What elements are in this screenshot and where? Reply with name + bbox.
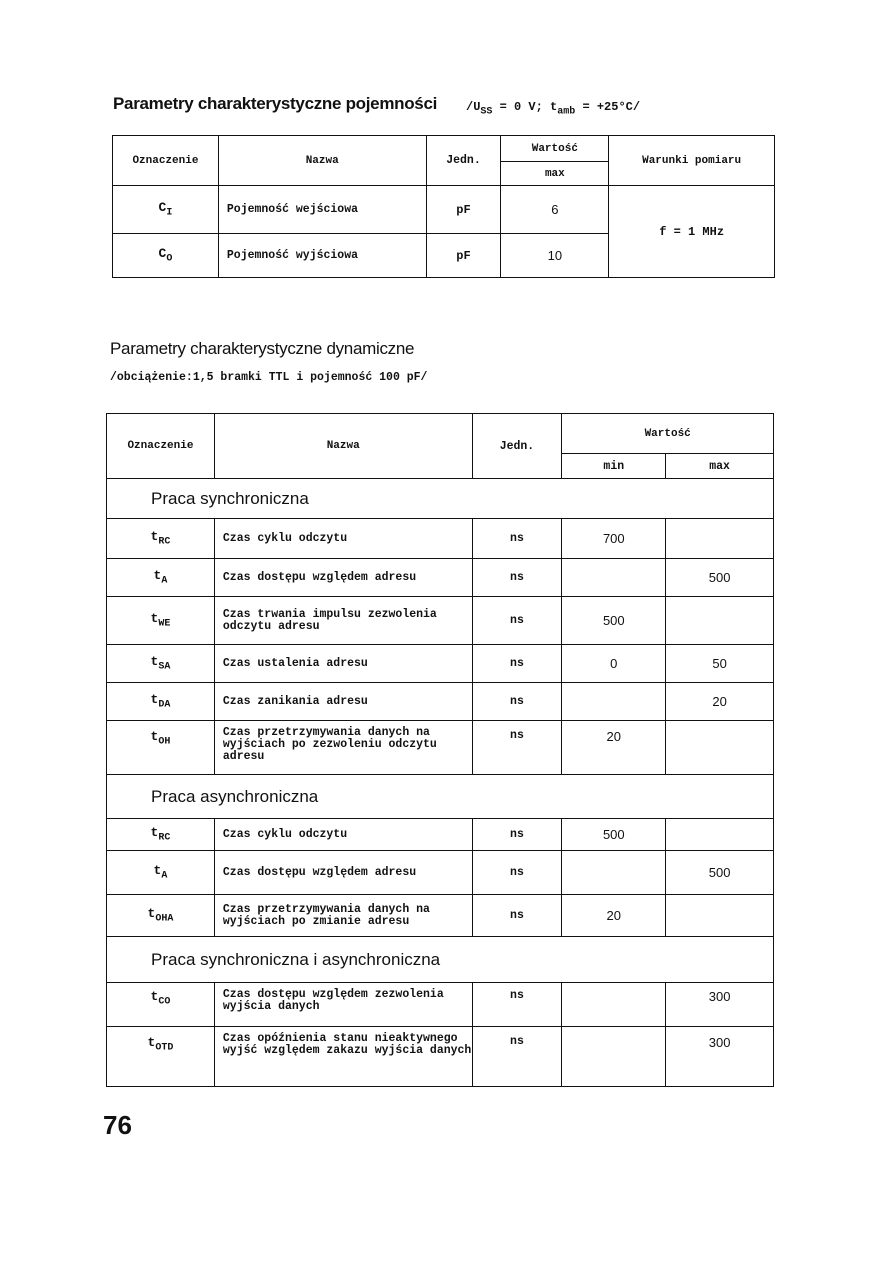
row-min: 0 [562, 645, 666, 683]
row-max: 500 [666, 851, 774, 895]
dynamic-table [106, 413, 774, 1087]
capacitance-table [112, 135, 775, 278]
table-row [107, 819, 774, 851]
capacitance-conditions [466, 100, 640, 117]
row-nazwa: Czas cyklu odczytu [214, 819, 472, 851]
row-nazwa: Czas zanikania adresu [214, 683, 472, 721]
table-row [107, 1027, 774, 1087]
row-min [562, 1027, 666, 1087]
row-jedn: ns [472, 645, 562, 683]
dynamic-title: Parametry charakterystyczne dynamiczne [110, 339, 415, 358]
row-max [666, 721, 774, 775]
cap-row-max: 6 [501, 186, 609, 234]
row-symbol: $t_{OTD}$ [107, 1027, 215, 1087]
cond-suffix: = +25°C/ [575, 100, 641, 114]
cap-header-oznaczenie: Oznaczenie [113, 136, 219, 186]
row-min [562, 983, 666, 1027]
row-nazwa: Czas trwania impulsu zezwolenia odczytu adresu [214, 597, 472, 645]
section-synchroniczna: Praca synchroniczna [107, 479, 774, 519]
section-asynchroniczna: Praca asynchroniczna [107, 775, 774, 819]
row-min: 700 [562, 519, 666, 559]
table-row [107, 851, 774, 895]
table-row [107, 597, 774, 645]
cap-header-nazwa: Nazwa [218, 136, 426, 186]
row-symbol: $t_{OH}$ [107, 721, 215, 775]
row-max: 50 [666, 645, 774, 683]
row-min: 500 [562, 819, 666, 851]
row-max: 300 [666, 983, 774, 1027]
row-jedn: ns [472, 819, 562, 851]
table-row [107, 895, 774, 937]
row-max [666, 895, 774, 937]
row-symbol: $t_{SA}$ [107, 645, 215, 683]
row-nazwa: Czas przetrzymywania danych na wyjściach po zezwoleniu odczytu adresu [214, 721, 472, 775]
capacitance-title: Parametry charakterystyczne pojemności [113, 94, 438, 113]
row-symbol: $t_{WE}$ [107, 597, 215, 645]
cap-row-jedn: pF [426, 234, 501, 278]
row-nazwa: Czas dostępu względem adresu [214, 559, 472, 597]
row-min: 20 [562, 895, 666, 937]
table-row [107, 683, 774, 721]
cap-warunki-value: f = 1 MHz [609, 186, 775, 278]
table-row [107, 559, 774, 597]
page-number: 76 [103, 1110, 132, 1140]
cap-row-max: 10 [501, 234, 609, 278]
cap-header-wartosc: Wartość [501, 136, 609, 162]
row-jedn: ns [472, 895, 562, 937]
row-jedn: ns [472, 851, 562, 895]
row-jedn: ns [472, 721, 562, 775]
row-jedn: ns [472, 559, 562, 597]
cond-prefix: /U [466, 100, 481, 114]
row-jedn: ns [472, 519, 562, 559]
row-jedn: ns [472, 683, 562, 721]
cap-row-nazwa: Pojemność wejściowa [218, 186, 426, 234]
dyn-header-wartosc: Wartość [562, 414, 774, 454]
dyn-header-oznaczenie: Oznaczenie [107, 414, 215, 479]
row-max [666, 597, 774, 645]
row-symbol: $t_{OHA}$ [107, 895, 215, 937]
row-min: 500 [562, 597, 666, 645]
row-symbol: $t_{RC}$ [107, 519, 215, 559]
row-symbol: $t_{RC}$ [107, 819, 215, 851]
row-max [666, 519, 774, 559]
cond-sub-ss: SS [480, 106, 493, 118]
cap-header-max: max [501, 162, 609, 186]
row-max [666, 819, 774, 851]
dynamic-subtitle: /obciążenie:1,5 bramki TTL i pojemność 100 pF/ [110, 371, 428, 384]
row-max: 20 [666, 683, 774, 721]
row-symbol: $t_A$ [107, 559, 215, 597]
row-max: 300 [666, 1027, 774, 1087]
dyn-header-jedn: Jedn. [472, 414, 562, 479]
dyn-header-min: min [562, 454, 666, 479]
row-jedn: ns [472, 597, 562, 645]
row-min [562, 559, 666, 597]
row-symbol: $t_A$ [107, 851, 215, 895]
row-jedn: ns [472, 1027, 562, 1087]
row-nazwa: Czas dostępu względem adresu [214, 851, 472, 895]
row-nazwa: Czas przetrzymywania danych na wyjściach po zmianie adresu [214, 895, 472, 937]
table-row [107, 645, 774, 683]
cond-mid: = 0 V; t [492, 100, 558, 114]
dyn-header-nazwa: Nazwa [214, 414, 472, 479]
section-synchroniczna-i-asynchroniczna: Praca synchroniczna i asynchroniczna [107, 937, 774, 983]
cap-header-jedn: Jedn. [426, 136, 501, 186]
row-nazwa: Czas cyklu odczytu [214, 519, 472, 559]
table-row [113, 186, 775, 234]
table-row [107, 721, 774, 775]
row-nazwa: Czas ustalenia adresu [214, 645, 472, 683]
cap-header-warunki: Warunki pomiaru [609, 136, 775, 186]
row-nazwa: Czas opóźnienia stanu nieaktywnego wyjść względem zakazu wyjścia danych [214, 1027, 472, 1087]
row-jedn: ns [472, 983, 562, 1027]
row-nazwa: Czas dostępu względem zezwolenia wyjścia danych [214, 983, 472, 1027]
cap-row-symbol: $C_O$ [113, 234, 219, 278]
row-min [562, 851, 666, 895]
table-row [107, 519, 774, 559]
cap-row-jedn: pF [426, 186, 501, 234]
row-max: 500 [666, 559, 774, 597]
table-row [107, 983, 774, 1027]
row-min: 20 [562, 721, 666, 775]
cap-row-symbol: $C_I$ [113, 186, 219, 234]
dyn-header-max: max [666, 454, 774, 479]
row-symbol: $t_{CO}$ [107, 983, 215, 1027]
row-symbol: $t_{DA}$ [107, 683, 215, 721]
cap-row-nazwa: Pojemność wyjściowa [218, 234, 426, 278]
row-min [562, 683, 666, 721]
cond-sub-amb: amb [557, 106, 576, 118]
